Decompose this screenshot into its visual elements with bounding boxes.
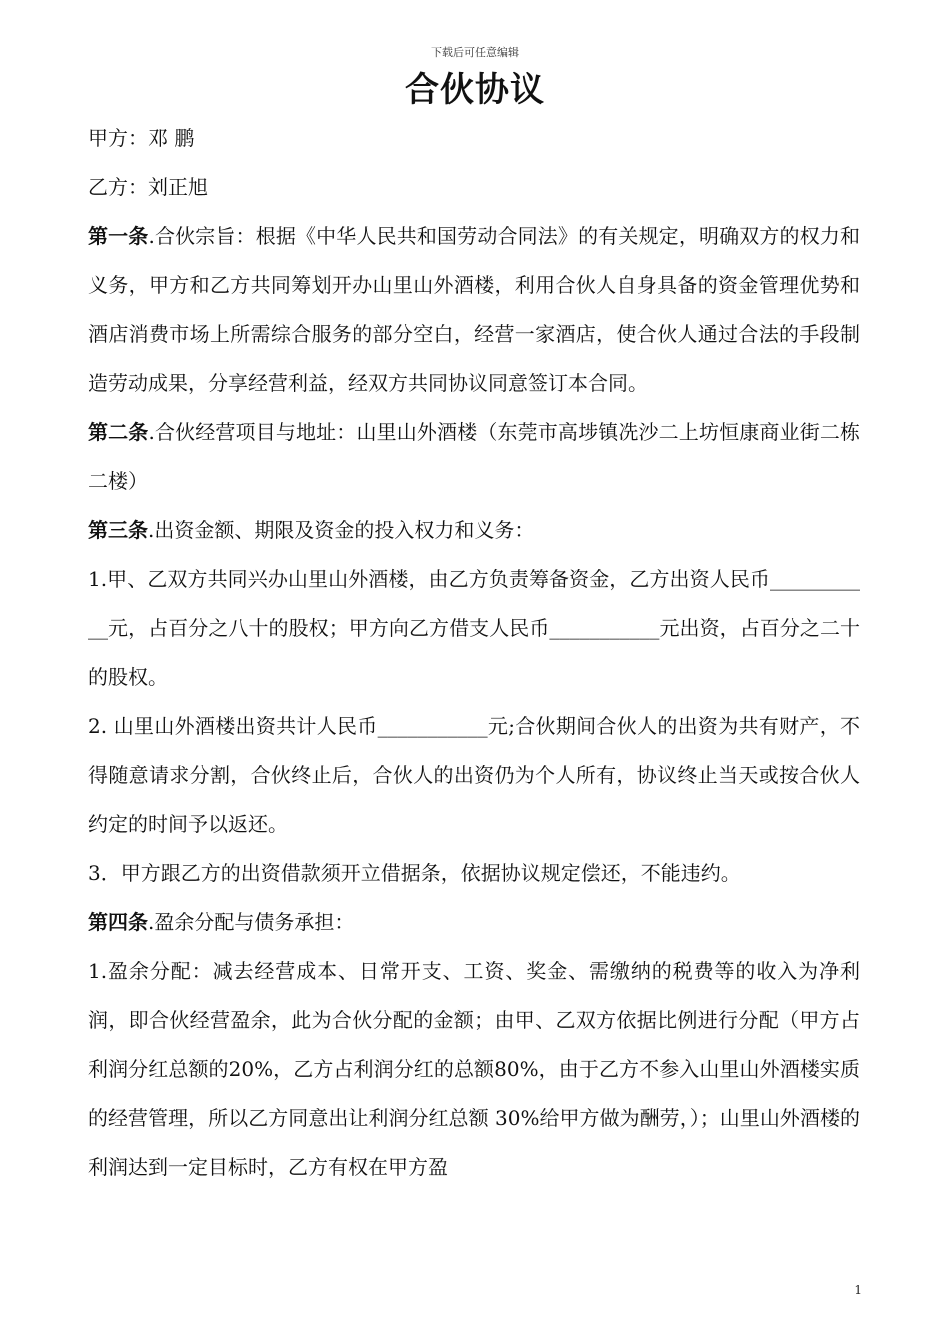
- article-2-text: .合伙经营项目与地址：山里山外酒楼（东莞市高埗镇冼沙二上坊恒康商业街二栋二楼）: [88, 420, 861, 493]
- article-4-text: .盈余分配与债务承担：: [148, 910, 355, 934]
- article-2: [88, 408, 860, 506]
- article-4-heading: 第四条: [88, 910, 148, 934]
- header-note: 下载后可任意编辑: [431, 46, 519, 59]
- party-b-line: 乙方：刘正旭: [88, 175, 208, 199]
- article-2-heading: 第二条: [88, 420, 149, 444]
- article-4-item-1: 1.盈余分配：减去经营成本、日常开支、工资、奖金、需缴纳的税费等的收入为净利润，即合伙经营盈余，此为合伙分配的金额；由甲、乙双方依据比例进行分配（甲方占利润分红总额的20%，乙方占利润分红的总额80%，由于乙方不参入山里山外酒楼实质的经营管理，所以乙方同意出让利润分红总额 30%给甲方做为酬劳，）；山里山外酒楼的利润达到一定目标时，乙方有权在甲方盈: [88, 959, 860, 1179]
- article-4: [88, 898, 860, 947]
- article-3-item-1: 1.甲、乙双方共同兴办山里山外酒楼，由乙方负责筹备资金，乙方出资人民币___________元，占百分之八十的股权；甲方向乙方借支人民币___________元出资，占百分之二十的股权。: [88, 567, 860, 689]
- article-1-text: .合伙宗旨：根据《中华人民共和国劳动合同法》的有关规定，明确双方的权力和义务，甲方和乙方共同筹划开办山里山外酒楼，利用合伙人自身具备的资金管理优势和酒店消费市场上所需综合服务的部分空白，经营一家酒店，使合伙人通过合法的手段制造劳动成果，分享经营利益，经双方共同协议同意签订本合同。: [88, 224, 861, 395]
- article-1-heading: 第一条: [88, 224, 149, 248]
- article-3-heading: 第三条: [88, 518, 148, 542]
- article-3: [88, 506, 860, 555]
- page-number: 1: [854, 1283, 862, 1297]
- article-1: [88, 212, 860, 408]
- article-3-item-2: 2. 山里山外酒楼出资共计人民币___________元;合伙期间合伙人的出资为共有财产，不得随意请求分割，合伙终止后，合伙人的出资仍为个人所有，协议终止当天或按合伙人约定的时间予以返还。: [88, 714, 860, 836]
- article-3-text: .出资金额、期限及资金的投入权力和义务：: [148, 518, 535, 542]
- party-a-line: 甲方：邓 鹏: [88, 126, 195, 150]
- document-title: 合伙协议: [405, 70, 545, 110]
- article-3-item-3: 3．甲方跟乙方的出资借款须开立借据条，依据协议规定偿还，不能违约。: [88, 861, 741, 885]
- document-body: [88, 114, 860, 1192]
